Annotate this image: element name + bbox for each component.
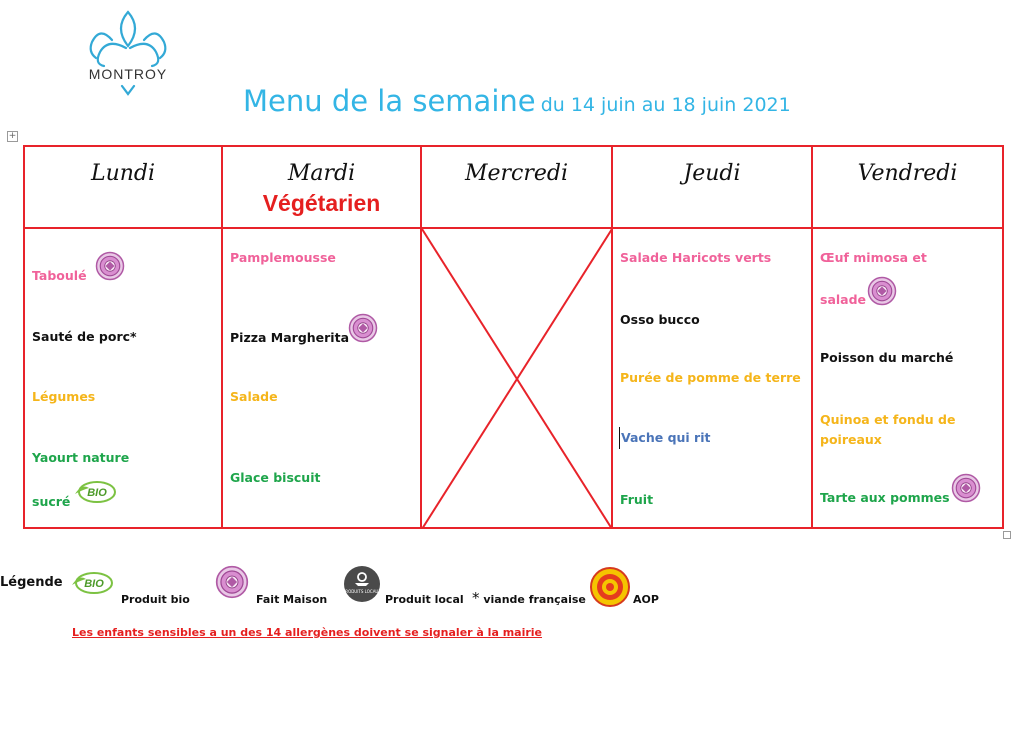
menu-item-taboule: Taboulé — [32, 268, 87, 283]
logo-text: MONTROY — [88, 66, 168, 82]
table-move-handle[interactable]: + — [8, 131, 17, 141]
menu-item-legumes: Légumes — [32, 389, 96, 404]
produit-local-icon — [343, 565, 381, 603]
cell-jeudi — [612, 228, 812, 528]
bio-icon-text: BIO — [87, 487, 107, 499]
menu-item-yaourt: Yaourt nature — [32, 450, 130, 465]
legend-local-label: Produit local — [385, 593, 464, 606]
menu-item-pizza: Pizza Margherita — [230, 330, 350, 345]
allergen-warning: Les enfants sensibles a un des 14 allergènes doivent se signaler à la mairie — [72, 626, 543, 639]
menu-item-oeuf-mimosa-2: salade — [820, 292, 867, 307]
menu-table — [23, 145, 1004, 529]
legend-viande-text: viande française — [479, 593, 586, 606]
fait-maison-icon — [214, 565, 250, 599]
day-lundi: Lundi — [90, 161, 156, 186]
menu-item-pamplemousse: Pamplemousse — [230, 250, 336, 265]
header-cell-vendredi — [812, 146, 1003, 228]
title-dates: du 14 juin au 18 juin 2021 — [540, 94, 791, 116]
day-vendredi: Vendredi — [857, 161, 958, 186]
legend-aop-label: AOP — [633, 593, 659, 606]
menu-item-vache-qui-rit: Vache qui rit — [619, 427, 710, 449]
menu-item-glace: Glace biscuit — [230, 470, 321, 485]
cell-vendredi — [812, 228, 1003, 528]
menu-item-oeuf-mimosa: Œuf mimosa et — [820, 250, 927, 265]
cell-lundi — [24, 228, 222, 528]
title-main: Menu de la semaine — [243, 84, 536, 118]
header-cell-lundi — [24, 146, 222, 228]
fait-maison-icon — [866, 276, 898, 306]
legend-viande-label — [472, 589, 586, 607]
menu-item-quinoa: Quinoa et fondu de — [820, 412, 956, 427]
legend-bio-label: Produit bio — [121, 593, 190, 606]
menu-item-salade: Salade — [230, 389, 278, 404]
legend — [0, 565, 700, 615]
header-cell-mercredi — [421, 146, 612, 228]
menu-item-saute-porc: Sauté de porc* — [32, 329, 137, 344]
fait-maison-icon — [950, 473, 982, 503]
header-row — [24, 146, 1003, 228]
local-icon-text: PRODUITS LOCAUX — [343, 589, 381, 594]
header-cell-mardi — [222, 146, 421, 228]
cell-mercredi — [421, 228, 612, 528]
fait-maison-icon — [347, 313, 379, 343]
legend-title: Légende — [0, 575, 63, 590]
menu-item-poisson: Poisson du marché — [820, 350, 954, 365]
legend-bio-icon-text: BIO — [84, 578, 104, 590]
legend-fait-maison-label: Fait Maison — [256, 593, 328, 606]
fait-maison-icon — [94, 251, 126, 281]
asterisk: * — [472, 589, 480, 607]
cell-mardi — [222, 228, 421, 528]
montroy-logo — [78, 8, 178, 103]
menu-row — [24, 228, 1003, 528]
menu-item-sucre: sucré — [32, 494, 71, 509]
day-jeudi: Jeudi — [683, 161, 741, 186]
closed-cross-icon — [422, 229, 612, 529]
vegetarian-label: Végétarien — [262, 190, 381, 216]
menu-item-puree: Purée de pomme de terre — [620, 370, 801, 385]
menu-item-quinoa-2: poireaux — [820, 432, 882, 447]
bio-icon — [73, 479, 117, 505]
day-mercredi: Mercredi — [464, 161, 569, 186]
menu-item-fruit: Fruit — [620, 492, 654, 507]
menu-item-haricots: Salade Haricots verts — [620, 250, 772, 265]
day-mardi: Mardi — [287, 161, 356, 186]
menu-item-osso-bucco: Osso bucco — [620, 312, 700, 327]
header-cell-jeudi — [612, 146, 812, 228]
bio-icon — [70, 570, 114, 596]
fleur-de-lis-icon — [78, 8, 178, 103]
aop-icon — [589, 567, 631, 607]
menu-item-tarte: Tarte aux pommes — [820, 490, 950, 505]
page-title — [243, 84, 791, 118]
table-resize-handle[interactable] — [1003, 531, 1011, 539]
